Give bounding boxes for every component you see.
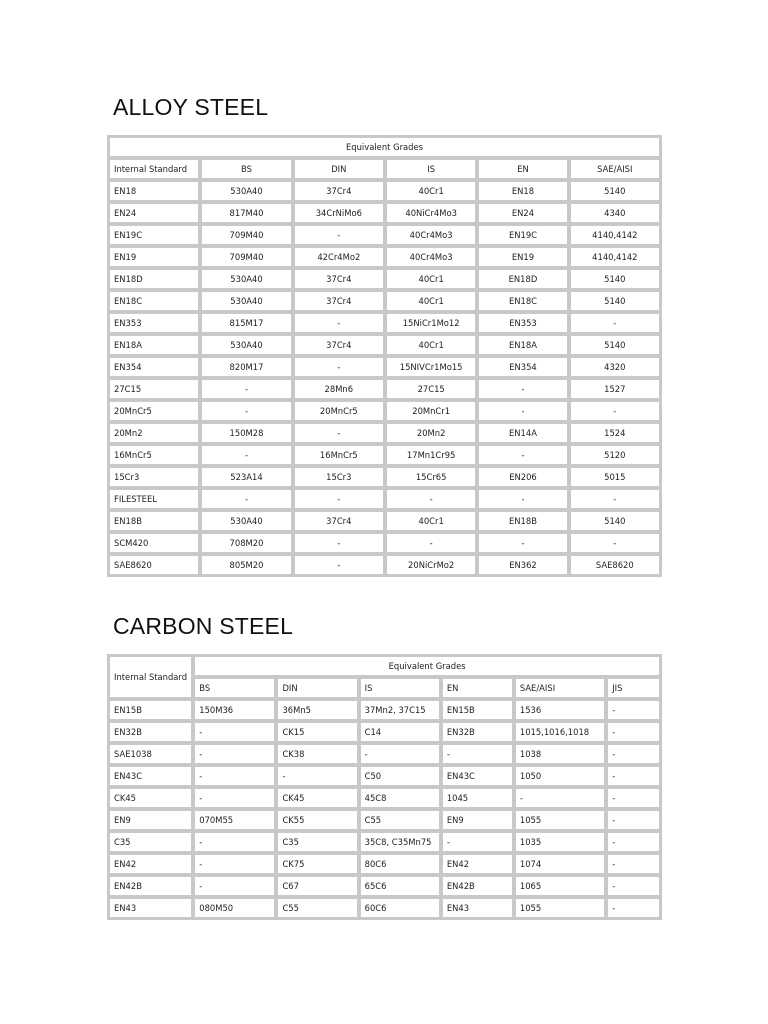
table-cell: EN42 bbox=[109, 854, 192, 874]
column-header: IS bbox=[360, 678, 440, 698]
table-cell: 5140 bbox=[570, 511, 660, 531]
table-cell: 530A40 bbox=[201, 269, 291, 289]
table-cell: - bbox=[194, 854, 275, 874]
table-cell: 1038 bbox=[515, 744, 605, 764]
table-cell: 5015 bbox=[570, 467, 660, 487]
table-row bbox=[109, 313, 660, 333]
table-cell: 820M17 bbox=[201, 357, 291, 377]
table-cell: EN43C bbox=[442, 766, 513, 786]
table-cell: EN18D bbox=[478, 269, 567, 289]
table-row bbox=[109, 203, 660, 223]
table-cell: - bbox=[607, 744, 660, 764]
column-header: SAE/AISI bbox=[515, 678, 605, 698]
table-header-row bbox=[109, 159, 660, 179]
table-group-header-row bbox=[109, 656, 660, 676]
table-cell: 28Mn6 bbox=[294, 379, 384, 399]
table-cell: 37Mn2, 37C15 bbox=[360, 700, 440, 720]
table-cell: C35 bbox=[109, 832, 192, 852]
table-cell: - bbox=[570, 313, 660, 333]
table-row bbox=[109, 832, 660, 852]
table-row bbox=[109, 898, 660, 918]
table-cell: - bbox=[294, 555, 384, 575]
table-cell: 1055 bbox=[515, 810, 605, 830]
table-cell: - bbox=[607, 854, 660, 874]
table-cell: 1050 bbox=[515, 766, 605, 786]
table-cell: EN32B bbox=[109, 722, 192, 742]
table-cell: EN9 bbox=[442, 810, 513, 830]
table-cell: 60C6 bbox=[360, 898, 440, 918]
table-cell: EN18 bbox=[109, 181, 199, 201]
table-row bbox=[109, 700, 660, 720]
table-cell: - bbox=[294, 357, 384, 377]
table-row bbox=[109, 401, 660, 421]
table-cell: EN14A bbox=[478, 423, 567, 443]
table-cell: SCM420 bbox=[109, 533, 199, 553]
table-row bbox=[109, 555, 660, 575]
table-row bbox=[109, 489, 660, 509]
column-header: BS bbox=[194, 678, 275, 698]
table-cell: 15Cr3 bbox=[109, 467, 199, 487]
table-cell: EN42 bbox=[442, 854, 513, 874]
table-cell: 5120 bbox=[570, 445, 660, 465]
alloy-steel-table-container bbox=[107, 135, 662, 577]
table-cell: 1035 bbox=[515, 832, 605, 852]
carbon-steel-title: CARBON STEEL bbox=[113, 613, 294, 639]
table-cell: 15NIVCr1Mo15 bbox=[386, 357, 476, 377]
table-cell: 1055 bbox=[515, 898, 605, 918]
table-cell: 1536 bbox=[515, 700, 605, 720]
table-cell: EN15B bbox=[442, 700, 513, 720]
table-cell: 40Cr4Mo3 bbox=[386, 247, 476, 267]
table-cell: EN43C bbox=[109, 766, 192, 786]
table-row bbox=[109, 269, 660, 289]
table-cell: - bbox=[607, 700, 660, 720]
column-header: BS bbox=[201, 159, 291, 179]
table-cell: 1015,1016,1018 bbox=[515, 722, 605, 742]
table-cell: - bbox=[194, 788, 275, 808]
table-cell: - bbox=[442, 744, 513, 764]
table-cell: - bbox=[570, 489, 660, 509]
table-cell: 4140,4142 bbox=[570, 225, 660, 245]
table-cell: - bbox=[478, 379, 567, 399]
table-cell: C67 bbox=[277, 876, 357, 896]
table-cell: 709M40 bbox=[201, 225, 291, 245]
table-cell: EN24 bbox=[478, 203, 567, 223]
table-cell: 20MnCr5 bbox=[294, 401, 384, 421]
table-cell: CK55 bbox=[277, 810, 357, 830]
table-row bbox=[109, 467, 660, 487]
table-row bbox=[109, 876, 660, 896]
table-cell: - bbox=[294, 225, 384, 245]
table-cell: - bbox=[478, 445, 567, 465]
table-row bbox=[109, 291, 660, 311]
table-cell: - bbox=[607, 832, 660, 852]
table-cell: FILESTEEL bbox=[109, 489, 199, 509]
table-cell: EN42B bbox=[442, 876, 513, 896]
table-cell: - bbox=[294, 423, 384, 443]
table-row bbox=[109, 181, 660, 201]
table-cell: - bbox=[294, 533, 384, 553]
table-cell: EN32B bbox=[442, 722, 513, 742]
table-cell: 37Cr4 bbox=[294, 269, 384, 289]
table-cell: 530A40 bbox=[201, 335, 291, 355]
table-cell: CK75 bbox=[277, 854, 357, 874]
table-cell: 1527 bbox=[570, 379, 660, 399]
table-cell: 070M55 bbox=[194, 810, 275, 830]
column-header: JIS bbox=[607, 678, 660, 698]
table-cell: 40Cr1 bbox=[386, 291, 476, 311]
table-cell: 1045 bbox=[442, 788, 513, 808]
table-cell: EN19 bbox=[478, 247, 567, 267]
table-cell: - bbox=[607, 810, 660, 830]
table-cell: 40Cr1 bbox=[386, 335, 476, 355]
table-cell: 523A14 bbox=[201, 467, 291, 487]
table-cell: EN353 bbox=[109, 313, 199, 333]
table-cell: 36Mn5 bbox=[277, 700, 357, 720]
table-cell: - bbox=[607, 722, 660, 742]
table-row bbox=[109, 225, 660, 245]
table-cell: - bbox=[478, 533, 567, 553]
table-cell: C55 bbox=[360, 810, 440, 830]
table-cell: EN18A bbox=[478, 335, 567, 355]
table-cell: 40Cr1 bbox=[386, 511, 476, 531]
alloy-steel-table bbox=[107, 135, 662, 577]
table-cell: - bbox=[201, 489, 291, 509]
table-cell: 150M36 bbox=[194, 700, 275, 720]
table-cell: EN19C bbox=[109, 225, 199, 245]
table-cell: 4340 bbox=[570, 203, 660, 223]
table-cell: 530A40 bbox=[201, 291, 291, 311]
table-cell: CK45 bbox=[109, 788, 192, 808]
table-cell: - bbox=[607, 788, 660, 808]
table-cell: 37Cr4 bbox=[294, 181, 384, 201]
table-cell: 1524 bbox=[570, 423, 660, 443]
column-header: EN bbox=[442, 678, 513, 698]
table-cell: EN18A bbox=[109, 335, 199, 355]
table-row bbox=[109, 247, 660, 267]
table-cell: 80C6 bbox=[360, 854, 440, 874]
table-row bbox=[109, 744, 660, 764]
table-cell: 1074 bbox=[515, 854, 605, 874]
table-cell: 20NiCrMo2 bbox=[386, 555, 476, 575]
table-cell: EN19 bbox=[109, 247, 199, 267]
table-cell: CK38 bbox=[277, 744, 357, 764]
table-cell: - bbox=[277, 766, 357, 786]
table-cell: 40NiCr4Mo3 bbox=[386, 203, 476, 223]
table-cell: EN9 bbox=[109, 810, 192, 830]
table-cell: - bbox=[607, 898, 660, 918]
table-row bbox=[109, 423, 660, 443]
table-cell: EN18C bbox=[478, 291, 567, 311]
table-cell: - bbox=[570, 533, 660, 553]
table-cell: 817M40 bbox=[201, 203, 291, 223]
table-cell: EN43 bbox=[109, 898, 192, 918]
column-header: IS bbox=[386, 159, 476, 179]
table-cell: - bbox=[478, 401, 567, 421]
table-cell: - bbox=[607, 766, 660, 786]
table-cell: - bbox=[294, 313, 384, 333]
table-cell: - bbox=[478, 489, 567, 509]
table-cell: 530A40 bbox=[201, 181, 291, 201]
table-cell: - bbox=[570, 401, 660, 421]
table-cell: EN18B bbox=[109, 511, 199, 531]
table-cell: 27C15 bbox=[386, 379, 476, 399]
table-cell: EN43 bbox=[442, 898, 513, 918]
table-cell: 45C8 bbox=[360, 788, 440, 808]
table-row bbox=[109, 722, 660, 742]
table-cell: CK15 bbox=[277, 722, 357, 742]
table-cell: EN18B bbox=[478, 511, 567, 531]
table-cell: C50 bbox=[360, 766, 440, 786]
table-cell: 40Cr1 bbox=[386, 269, 476, 289]
table-cell: 20MnCr5 bbox=[109, 401, 199, 421]
table-row bbox=[109, 335, 660, 355]
table-cell: 4140,4142 bbox=[570, 247, 660, 267]
table-cell: SAE8620 bbox=[109, 555, 199, 575]
table-cell: 5140 bbox=[570, 291, 660, 311]
table-cell: 4320 bbox=[570, 357, 660, 377]
internal-standard-header: Internal Standard bbox=[109, 656, 192, 698]
table-cell: EN15B bbox=[109, 700, 192, 720]
table-row bbox=[109, 788, 660, 808]
table-cell: - bbox=[201, 379, 291, 399]
table-cell: 37Cr4 bbox=[294, 291, 384, 311]
table-cell: - bbox=[515, 788, 605, 808]
table-row bbox=[109, 854, 660, 874]
table-cell: 15NiCr1Mo12 bbox=[386, 313, 476, 333]
table-cell: C55 bbox=[277, 898, 357, 918]
table-cell: CK45 bbox=[277, 788, 357, 808]
table-cell: C35 bbox=[277, 832, 357, 852]
table-cell: 709M40 bbox=[201, 247, 291, 267]
column-header: SAE/AISI bbox=[570, 159, 660, 179]
table-cell: EN42B bbox=[109, 876, 192, 896]
table-row bbox=[109, 445, 660, 465]
table-cell: 20MnCr1 bbox=[386, 401, 476, 421]
table-cell: 35C8, C35Mn75 bbox=[360, 832, 440, 852]
table-cell: 15Cr3 bbox=[294, 467, 384, 487]
table-cell: EN362 bbox=[478, 555, 567, 575]
table-row bbox=[109, 357, 660, 377]
table-cell: SAE1038 bbox=[109, 744, 192, 764]
table-cell: EN18C bbox=[109, 291, 199, 311]
table-row bbox=[109, 766, 660, 786]
table-cell: - bbox=[607, 876, 660, 896]
table-cell: - bbox=[201, 401, 291, 421]
table-cell: EN354 bbox=[478, 357, 567, 377]
table-cell: - bbox=[194, 832, 275, 852]
carbon-steel-table bbox=[107, 654, 662, 920]
table-cell: EN19C bbox=[478, 225, 567, 245]
column-header: DIN bbox=[277, 678, 357, 698]
equivalent-grades-header: Equivalent Grades bbox=[109, 137, 660, 157]
table-cell: 20Mn2 bbox=[109, 423, 199, 443]
column-header: DIN bbox=[294, 159, 384, 179]
table-cell: 37Cr4 bbox=[294, 511, 384, 531]
table-cell: 40Cr4Mo3 bbox=[386, 225, 476, 245]
table-cell: 805M20 bbox=[201, 555, 291, 575]
table-cell: 15Cr65 bbox=[386, 467, 476, 487]
table-cell: EN354 bbox=[109, 357, 199, 377]
table-cell: 65C6 bbox=[360, 876, 440, 896]
table-cell: EN18 bbox=[478, 181, 567, 201]
table-cell: 150M28 bbox=[201, 423, 291, 443]
table-group-header-row bbox=[109, 137, 660, 157]
table-cell: 37Cr4 bbox=[294, 335, 384, 355]
table-cell: 5140 bbox=[570, 335, 660, 355]
table-cell: - bbox=[201, 445, 291, 465]
table-cell: 27C15 bbox=[109, 379, 199, 399]
table-cell: 080M50 bbox=[194, 898, 275, 918]
table-cell: EN206 bbox=[478, 467, 567, 487]
table-cell: - bbox=[294, 489, 384, 509]
table-cell: 16MnCr5 bbox=[109, 445, 199, 465]
table-cell: 5140 bbox=[570, 181, 660, 201]
table-cell: 815M17 bbox=[201, 313, 291, 333]
table-cell: EN353 bbox=[478, 313, 567, 333]
table-cell: EN24 bbox=[109, 203, 199, 223]
alloy-steel-title: ALLOY STEEL bbox=[113, 94, 269, 120]
table-cell: 708M20 bbox=[201, 533, 291, 553]
table-cell: SAE8620 bbox=[570, 555, 660, 575]
table-cell: - bbox=[386, 489, 476, 509]
table-row bbox=[109, 810, 660, 830]
equivalent-grades-header: Equivalent Grades bbox=[194, 656, 660, 676]
column-header: EN bbox=[478, 159, 567, 179]
table-cell: - bbox=[194, 876, 275, 896]
table-cell: C14 bbox=[360, 722, 440, 742]
table-cell: 1065 bbox=[515, 876, 605, 896]
table-cell: 40Cr1 bbox=[386, 181, 476, 201]
table-row bbox=[109, 379, 660, 399]
table-row bbox=[109, 511, 660, 531]
table-cell: 530A40 bbox=[201, 511, 291, 531]
table-cell: 42Cr4Mo2 bbox=[294, 247, 384, 267]
carbon-steel-table-container bbox=[107, 654, 662, 920]
table-cell: 16MnCr5 bbox=[294, 445, 384, 465]
column-header: Internal Standard bbox=[109, 159, 199, 179]
table-cell: 34CrNiMo6 bbox=[294, 203, 384, 223]
table-cell: - bbox=[194, 722, 275, 742]
table-cell: - bbox=[442, 832, 513, 852]
table-cell: - bbox=[194, 766, 275, 786]
table-cell: EN18D bbox=[109, 269, 199, 289]
table-cell: - bbox=[194, 744, 275, 764]
table-cell: - bbox=[360, 744, 440, 764]
table-cell: 5140 bbox=[570, 269, 660, 289]
table-cell: 17Mn1Cr95 bbox=[386, 445, 476, 465]
table-cell: 20Mn2 bbox=[386, 423, 476, 443]
table-cell: - bbox=[386, 533, 476, 553]
table-row bbox=[109, 533, 660, 553]
